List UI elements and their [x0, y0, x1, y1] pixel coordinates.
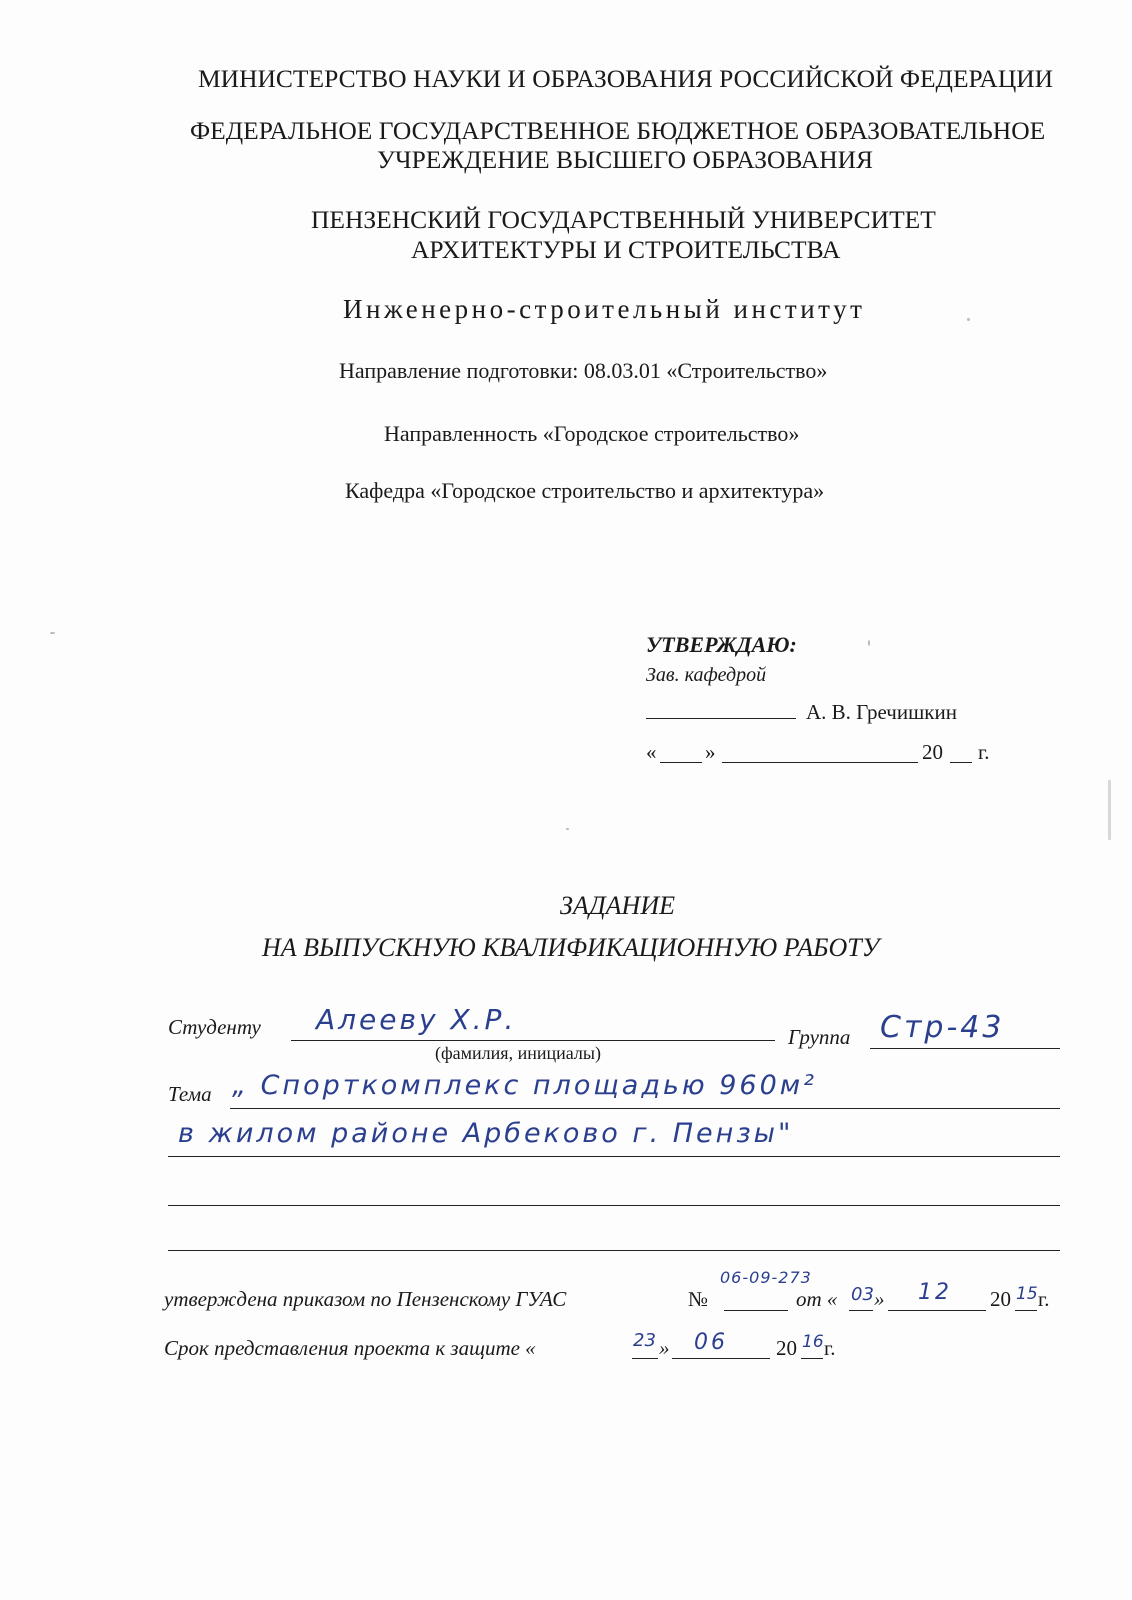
scan-speck [868, 640, 870, 646]
approval-year-prefix: 20 [922, 740, 943, 764]
deadline-year-handwritten: 16 [802, 1332, 824, 1352]
order-year-prefix: 20 [990, 1287, 1011, 1311]
approval-day-line [660, 762, 702, 763]
institution-line-1: ФЕДЕРАЛЬНОЕ ГОСУДАРСТВЕННОЕ БЮДЖЕТНОЕ ОБРАЗОВАТЕЛЬНОЕ [190, 116, 1046, 145]
deadline-year-line [801, 1358, 823, 1359]
topic-line-1 [230, 1108, 1060, 1109]
scan-speck [967, 318, 970, 321]
order-year-line [1015, 1310, 1037, 1311]
scan-speck [1108, 780, 1111, 840]
deadline-year-prefix: 20 [776, 1336, 797, 1360]
approver-name: А. В. Гречишкин [806, 700, 957, 724]
order-text: утверждена приказом по Пензенскому ГУАС [164, 1287, 567, 1311]
approval-month-line [722, 762, 918, 763]
order-day-line [849, 1310, 873, 1311]
order-year-suffix: г. [1038, 1287, 1050, 1311]
approval-date-close: » [705, 740, 716, 764]
deadline-month-line [672, 1358, 770, 1359]
institute-name: Инженерно-строительный институт [343, 294, 866, 324]
approval-date-open: « [646, 740, 657, 764]
deadline-month-handwritten: 06 [694, 1330, 728, 1355]
deadline-year-suffix: г. [824, 1336, 836, 1360]
order-month-handwritten: 12 [918, 1280, 952, 1305]
order-number-label: № [688, 1287, 709, 1311]
department-line: Кафедра «Городское строительство и архитектура» [345, 478, 825, 503]
scan-speck [50, 632, 55, 634]
group-label: Группа [788, 1025, 851, 1049]
deadline-text: Срок представления проекта к защите « [164, 1336, 536, 1360]
approval-role: Зав. кафедрой [646, 664, 767, 686]
group-handwritten: Стр-43 [880, 1010, 1005, 1045]
task-subtitle: НА ВЫПУСКНУЮ КВАЛИФИКАЦИОННУЮ РАБОТУ [262, 933, 880, 962]
order-number-line [724, 1310, 788, 1311]
institution-line-2: УЧРЕЖДЕНИЕ ВЫСШЕГО ОБРАЗОВАНИЯ [377, 145, 874, 174]
university-line-2: АРХИТЕКТУРЫ И СТРОИТЕЛЬСТВА [411, 235, 841, 264]
student-name-caption: (фамилия, инициалы) [435, 1043, 601, 1063]
task-title: ЗАДАНИЕ [560, 891, 675, 920]
approval-title: УТВЕРЖДАЮ: [646, 632, 797, 657]
direction-line: Направление подготовки: 08.03.01 «Строительство» [339, 358, 828, 383]
order-date-mid: » [874, 1287, 885, 1311]
order-day-handwritten: 03 [851, 1284, 874, 1305]
topic-line-3 [168, 1205, 1060, 1206]
approval-year-line [950, 762, 972, 763]
university-line-1: ПЕНЗЕНСКИЙ ГОСУДАРСТВЕННЫЙ УНИВЕРСИТЕТ [311, 205, 936, 234]
scan-speck [566, 828, 569, 830]
group-line [870, 1048, 1060, 1049]
signature-line [646, 718, 796, 719]
deadline-day-handwritten: 23 [633, 1330, 656, 1351]
focus-line: Направленность «Городское строительство» [384, 421, 800, 446]
topic-line-2 [168, 1156, 1060, 1157]
ministry-heading: МИНИСТЕРСТВО НАУКИ И ОБРАЗОВАНИЯ РОССИЙСКОЙ ФЕДЕРАЦИИ [198, 64, 1054, 93]
deadline-mid: » [659, 1336, 670, 1360]
order-month-line [888, 1310, 986, 1311]
topic-label: Тема [168, 1082, 212, 1106]
student-name-handwritten: Алееву Х.Р. [316, 1003, 517, 1036]
student-name-line [291, 1040, 775, 1041]
approval-year-suffix: г. [978, 740, 990, 764]
topic-line-4 [168, 1250, 1060, 1251]
student-label: Студенту [168, 1015, 261, 1039]
topic-handwritten-line-2: в жилом районе Арбеково г. Пензы" [178, 1118, 794, 1149]
topic-handwritten-line-1: „ Спорткомплекс площадью 960м² [232, 1070, 817, 1101]
deadline-day-line [632, 1358, 658, 1359]
order-year-handwritten: 15 [1016, 1284, 1038, 1304]
order-date-label: от « [796, 1287, 838, 1311]
order-number-handwritten: 06-09-273 [720, 1268, 812, 1287]
